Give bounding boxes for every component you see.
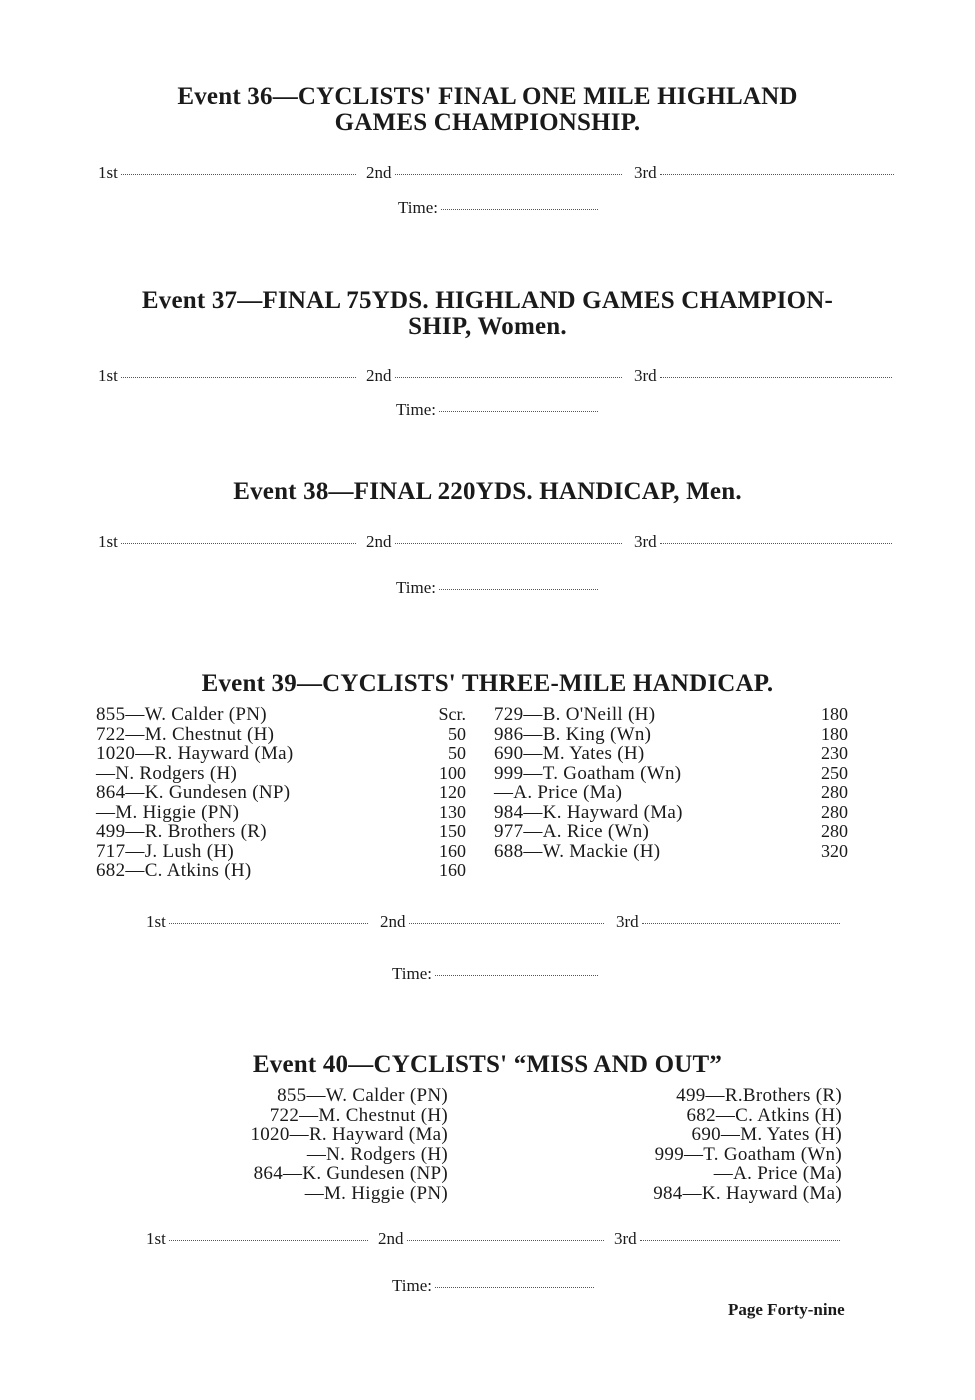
event-36-third-place: 3rd (634, 163, 894, 183)
event-39-title: Event 39—CYCLISTS' THREE-MILE HANDICAP. (201, 670, 774, 697)
event-38-time: Time: (396, 578, 598, 598)
list-item: —A. Price (Ma) 280 (494, 782, 848, 803)
event-40-entries-left (188, 1086, 448, 1203)
list-item: 690—M. Yates (H) 230 (494, 743, 848, 764)
event-38-second-place: 2nd (366, 532, 622, 552)
list-item: 717—J. Lush (H) 160 (96, 840, 466, 862)
list-item: —M. Higgie (PN) (304, 1182, 448, 1204)
event-36-title-line2: GAMES CHAMPIONSHIP. (334, 109, 641, 136)
event-39-first-place: 1st (146, 912, 368, 932)
event-38-first-place: 1st (98, 532, 356, 552)
list-item: 499—R. Brothers (R) 150 (96, 821, 466, 842)
list-item: 722—M. Chestnut (H) 50 (96, 723, 466, 745)
list-item: 722—M. Chestnut (H) (269, 1104, 448, 1126)
list-item: —A. Price (Ma) (713, 1163, 842, 1184)
list-item: 688—W. Mackie (H) 320 (494, 840, 848, 862)
event-37-third-place: 3rd (634, 366, 892, 386)
list-item: 864—K. Gundesen (NP) (253, 1163, 448, 1184)
event-39-time: Time: (392, 964, 598, 984)
event-39-entries-right (494, 705, 848, 861)
list-item: 986—B. King (Wn) 180 (494, 723, 848, 745)
event-36-first-place: 1st (98, 163, 356, 183)
list-item: 984—K. Hayward (Ma) (653, 1182, 842, 1204)
event-40-third-place: 3rd (614, 1229, 840, 1249)
list-item: 1020—R. Hayward (Ma) 50 (96, 743, 466, 764)
event-36-time: Time: (398, 198, 598, 218)
event-36-second-place: 2nd (366, 163, 622, 183)
event-40-entries-right (580, 1086, 842, 1203)
event-38-title: Event 38—FINAL 220YDS. HANDICAP, Men. (233, 478, 742, 505)
event-37-title-line2: SHIP, Women. (408, 313, 567, 340)
list-item: 855—W. Calder (PN) Scr. (96, 704, 466, 725)
list-item: 1020—R. Hayward (Ma) (250, 1124, 448, 1145)
list-item: 864—K. Gundesen (NP) 120 (96, 782, 466, 803)
list-item: 999—T. Goatham (Wn) 250 (494, 762, 848, 784)
list-item: 855—W. Calder (PN) (277, 1085, 448, 1106)
list-item: 682—C. Atkins (H) (686, 1104, 842, 1126)
event-39-second-place: 2nd (380, 912, 604, 932)
list-item: 499—R.Brothers (R) (676, 1085, 842, 1106)
list-item: —M. Higgie (PN) 130 (96, 801, 466, 823)
event-38-third-place: 3rd (634, 532, 892, 552)
list-item: 984—K. Hayward (Ma) 280 (494, 801, 848, 823)
event-40-time: Time: (392, 1276, 594, 1296)
event-37-first-place: 1st (98, 366, 356, 386)
list-item: 729—B. O'Neill (H) 180 (494, 704, 848, 725)
event-40-first-place: 1st (146, 1229, 368, 1249)
list-item: 690—M. Yates (H) (691, 1124, 842, 1145)
list-item: 682—C. Atkins (H) 160 (96, 860, 466, 881)
event-40-second-place: 2nd (378, 1229, 604, 1249)
event-39-third-place: 3rd (616, 912, 840, 932)
event-37-title-line1: Event 37—FINAL 75YDS. HIGHLAND GAMES CHAMPION- (141, 287, 834, 314)
page-number: Page Forty-nine (728, 1300, 845, 1319)
list-item: —N. Rodgers (H) 100 (96, 762, 466, 784)
event-36-title-line1: Event 36—CYCLISTS' FINAL ONE MILE HIGHLAND (177, 83, 798, 110)
event-40-title: Event 40—CYCLISTS' “MISS AND OUT” (252, 1051, 723, 1078)
event-37-time: Time: (396, 400, 598, 420)
event-37-second-place: 2nd (366, 366, 622, 386)
list-item: —N. Rodgers (H) (306, 1143, 448, 1165)
list-item: 977—A. Rice (Wn) 280 (494, 821, 848, 842)
list-item: 999—T. Goatham (Wn) (654, 1143, 842, 1165)
event-39-entries-left (96, 705, 466, 881)
